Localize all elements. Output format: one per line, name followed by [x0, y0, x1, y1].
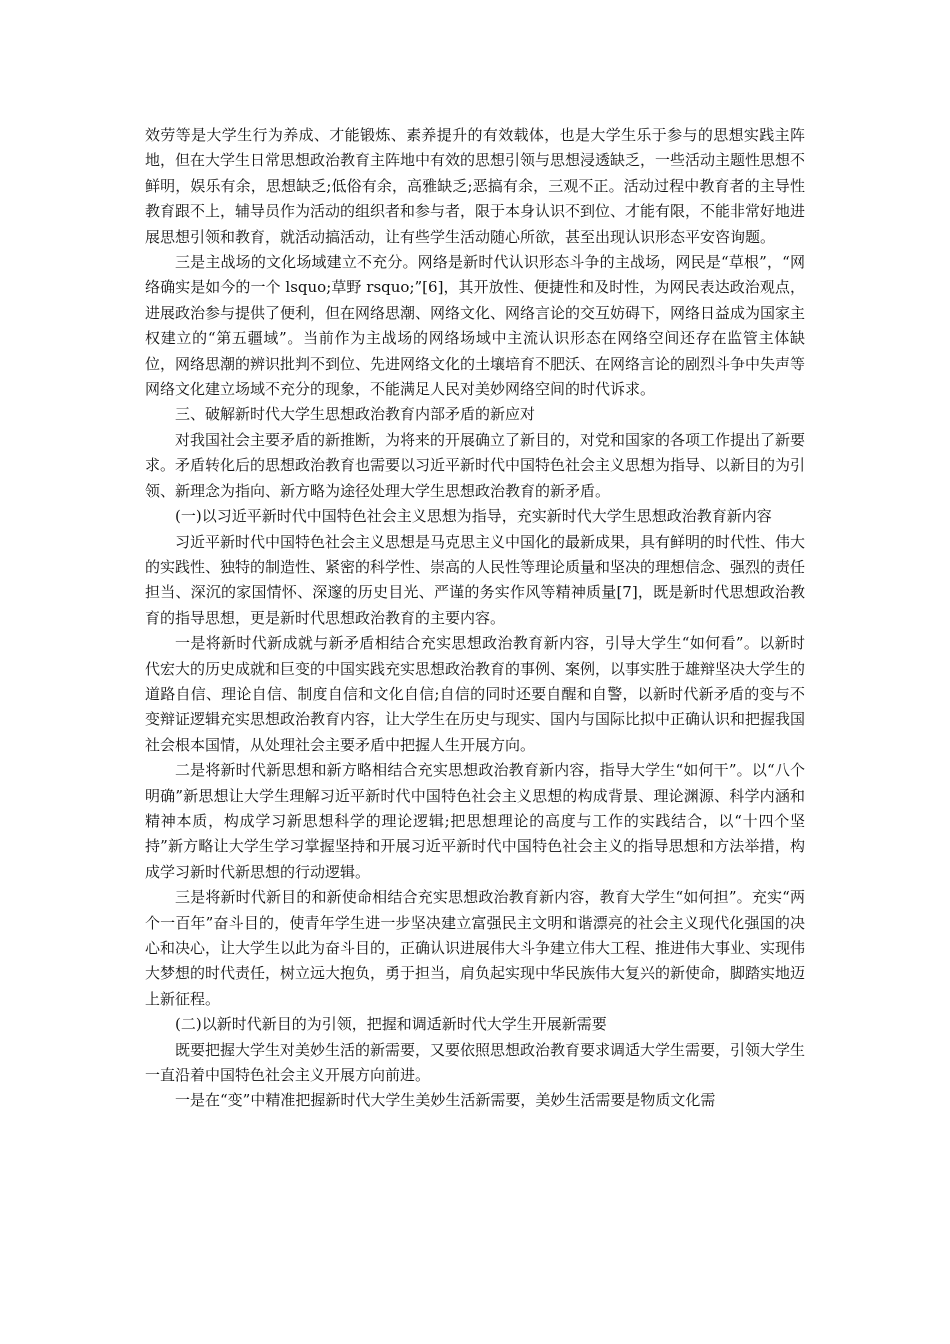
paragraph-new-contradiction: 对我国社会主要矛盾的新推断，为将来的开展确立了新目的，对党和国家的各项工作提出了新要求。矛盾转化后的思想政治教育也需要以习近平新时代中国特色社会主义思想为指导、以新目的为引领、新理念为指向、新方略为途径处理大学生思想政治教育的新矛盾。 — [145, 430, 806, 500]
paragraph-how-to-do: 二是将新时代新思想和新方略相结合充实思想政治教育新内容，指导大学生“如何干”。以“八个明确”新思想让大学生理解习近平新时代中国特色社会主义思想的构成背景、理论渊源、科学内涵和精神本质，构成学习新思想科学的理论逻辑;把思想理论的高度与工作的实践结合，以“十四个坚持”新方略让大学生学习掌握坚持和开展习近平新时代中国特色社会主义的指导思想和方法举措，构成学习新时代新思想的行动逻辑。 — [145, 761, 805, 881]
paragraph-change-needs: 一是在“变”中精准把握新时代大学生美妙生活新需要，美妙生活需要是物质文化需 — [175, 1091, 716, 1110]
paragraph-how-to-see: 一是将新时代新成就与新矛盾相结合充实思想政治教育新内容，引导大学生“如何看”。以新时代宏大的历史成就和巨变的中国实践充实思想政治教育的事例、案例，以事实胜于雄辩坚决大学生的道路自信、理论自信、制度自信和文化自信;自信的同时还要自醒和自警，以新时代新矛盾的变与不变辩证逻辑充实思想政治教育内容，让大学生在历史与现实、国内与国际比拟中正确认识和把握我国社会根本国情，从处理社会主要矛盾中把握人生开展方向。 — [145, 634, 806, 754]
subsection-heading-two: (二)以新时代新目的为引领，把握和调适新时代大学生开展新需要 — [175, 1015, 607, 1034]
paragraph-how-to-bear: 三是将新时代新目的和新使命相结合充实思想政治教育新内容，教育大学生“如何担”。充实“两个一百年”奋斗目的，使青年学生进一步坚决建立富强民主文明和谐漂亮的社会主义现代化强国的决心和决心，让大学生以此为奋斗目的，正确认识进展伟大斗争建立伟大工程、推进伟大事业、实现伟大梦想的时代责任，树立远大抱负，勇于担当，肩负起实现中华民族伟大复兴的新使命，脚踏实地迈上新征程。 — [145, 888, 806, 1008]
section-heading-three: 三、破解新时代大学生思想政治教育内部矛盾的新应对 — [175, 405, 536, 424]
paragraph-activities-problems: 效劳等是大学生行为养成、才能锻炼、素养提升的有效载体，也是大学生乐于参与的思想实践主阵地，但在大学生日常思想政治教育主阵地中有效的思想引领与思想浸透缺乏，一些活动主题性思想不鲜明，娱乐有余，思想缺乏;低俗有余，高雅缺乏;恶搞有余，三观不正。活动过程中教育者的主导性教育跟不上，辅导员作为活动的组织者和参与者，限于本身认识不到位、才能有限，不能非常好地进展思想引领和教育，就活动搞活动，让有些学生活动随心所欲，甚至出现认识形态平安咨询题。 — [145, 126, 806, 246]
document-body — [145, 123, 805, 1114]
paragraph-xi-thought: 习近平新时代中国特色社会主义思想是马克思主义中国化的最新成果，具有鲜明的时代性、伟大的实践性、独特的制造性、紧密的科学性、崇高的人民性等理论质量和坚决的理想信念、强烈的责任担当、深沉的家国情怀、深邃的历史目光、严谨的务实作风等精神质量[7]，既是新时代思想政治教育的指导思想，更是新时代思想政治教育的主要内容。 — [145, 532, 806, 627]
paragraph-network-battlefield: 三是主战场的文化场域建立不充分。网络是新时代认识形态斗争的主战场，网民是“草根”，“网络确实是如今的一个 lsquo;草野 rsquo;”[6]，其开放性、便捷性和及时性，为网民表达政治观点，进展政治参与提供了便利，但在网络思潮、网络文化、网络言论的交互妨碍下，网络日益成为国家主权建立的“第五疆域”。当前作为主战场的网络场域中主流认识形态在网络空间还存在监管主体缺位，网络思潮的辨识批判不到位、先进网络文化的土壤培育不肥沃、在网络言论的剧烈斗争中失声等网络文化建立场域不充分的现象，不能满足人民对美妙网络空间的时代诉求。 — [145, 253, 806, 399]
subsection-heading-one: (一)以习近平新时代中国特色社会主义思想为指导，充实新时代大学生思想政治教育新内容 — [175, 507, 772, 526]
paragraph-student-needs: 既要把握大学生对美妙生活的新需要，又要依照思想政治教育要求调适大学生需要，引领大学生一直沿着中国特色社会主义开展方向前进。 — [145, 1040, 806, 1085]
